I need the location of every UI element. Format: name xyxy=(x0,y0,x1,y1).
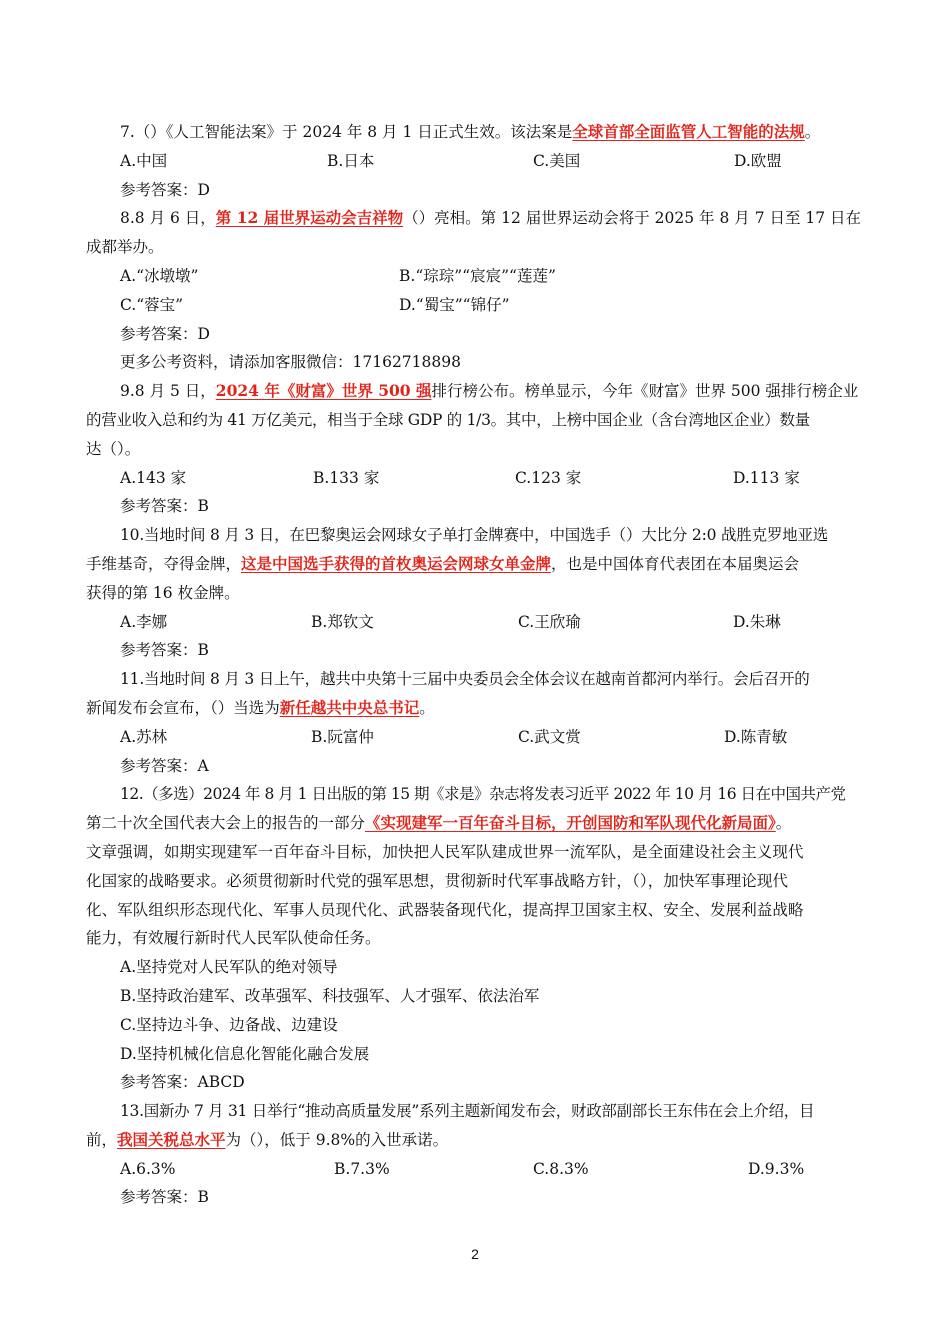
promo-line: 更多公考资料，请添加客服微信：17162718898 xyxy=(120,353,461,372)
q10-stem-text: 手维基奇，夺得金牌， xyxy=(86,554,242,573)
q11-stem: 11.当地时间 8 月 3 日上午，越共中央第十三届中央委员会全体会议在越南首都河内举行。会后召开的 xyxy=(120,670,810,689)
q10-option-b: B.郑钦文 xyxy=(311,612,374,631)
q8-options-row1 xyxy=(86,262,866,291)
q11-answer: 参考答案：A xyxy=(120,756,209,775)
q11-option-d: D.陈青敏 xyxy=(724,727,788,746)
q7-option-b: B.日本 xyxy=(327,151,375,170)
q12-stem-line6: 能力，有效履行新时代人民军队使命任务。 xyxy=(86,929,381,948)
q12-stem-line5: 化、军队组织形态现代化、军事人员现代化、武器装备现代化，提高捍卫国家主权、安全、发展利益战略 xyxy=(86,900,804,919)
q8-stem xyxy=(86,204,866,233)
q8-options-row2 xyxy=(86,291,866,320)
q9-stem-text: 9.8 月 5 日， xyxy=(120,382,216,401)
q10-highlight: 这是中国选手获得的首枚奥运会网球女单金牌 xyxy=(241,553,552,573)
q9-stem-end: 达（）。 xyxy=(86,439,141,458)
q12-option-c: C.坚持边斗争、边备战、边建设 xyxy=(120,1015,338,1034)
q7-option-d: D.欧盟 xyxy=(734,151,782,170)
q8-option-a: A.“冰墩墩” xyxy=(120,266,199,285)
q11-stem-end: 。 xyxy=(419,698,435,717)
q10-option-d: D.朱琳 xyxy=(733,612,781,631)
q7-option-a: A.中国 xyxy=(120,151,168,170)
q9-option-a: A.143 家 xyxy=(120,468,187,487)
q12-option-d: D.坚持机械化信息化智能化融合发展 xyxy=(120,1044,370,1063)
q9-option-c: C.123 家 xyxy=(515,468,582,487)
q10-stem-cont xyxy=(86,550,866,579)
q11-stem-text: 新闻发布会宣布，（）当选为 xyxy=(86,698,280,717)
q8-option-b: B.“琮琮”“宸宸”“莲莲” xyxy=(399,266,556,285)
q10-option-a: A.李娜 xyxy=(120,612,168,631)
q8-stem-rest: （）亮相。第 12 届世界运动会将于 2025 年 8 月 7 日至 17 日在 xyxy=(403,209,862,228)
q11-option-a: A.苏林 xyxy=(120,727,168,746)
q13-option-b: B.7.3% xyxy=(334,1159,390,1178)
q12-stem: 12.（多选）2024 年 8 月 1 日出版的第 15 期《求是》杂志将发表习近平 2022 年 10 月 16 日在中国共产党 xyxy=(120,785,846,804)
q8-answer: 参考答案：D xyxy=(120,324,210,343)
q12-highlight: 《实现建军一百年奋斗目标，开创国防和军队现代化新局面》 xyxy=(365,813,776,833)
q8-option-c: C.“蓉宝” xyxy=(120,295,184,314)
q13-stem-text: 前， xyxy=(86,1130,118,1149)
q9-option-d: D.113 家 xyxy=(733,468,800,487)
q13-options xyxy=(86,1155,866,1184)
q7-option-c: C.美国 xyxy=(533,151,581,170)
q8-stem-cont: 成都举办。 xyxy=(86,238,164,257)
q13-option-c: C.8.3% xyxy=(533,1159,589,1178)
q12-stem-cont xyxy=(86,809,866,838)
q10-option-c: C.王欣瑜 xyxy=(518,612,581,631)
q7-stem-end: 。 xyxy=(804,123,821,141)
q12-stem-line4: 化国家的战略要求。必须贯彻新时代党的强军思想，贯彻新时代军事战略方针，（），加快军事理论现代 xyxy=(86,871,789,890)
q10-stem-rest: ，也是中国体育代表团在本届奥运会 xyxy=(551,554,800,573)
q8-highlight: 第 12 届世界运动会吉祥物 xyxy=(215,208,404,228)
q10-options xyxy=(86,608,866,637)
q9-stem-rest: 排行榜公布。榜单显示，今年《财富》世界 500 强排行榜企业 xyxy=(431,382,859,401)
q13-answer: 参考答案：B xyxy=(120,1188,209,1207)
q11-option-b: B.阮富仲 xyxy=(311,727,374,746)
q7-options xyxy=(86,147,866,176)
q9-stem xyxy=(86,377,866,406)
q7-stem-text: 7.（）《人工智能法案》于 2024 年 8 月 1 日正式生效。该法案是 xyxy=(120,123,573,141)
q11-stem-cont xyxy=(86,694,866,723)
q13-option-d: D.9.3% xyxy=(748,1159,805,1178)
q9-option-b: B.133 家 xyxy=(313,468,380,487)
page-number: 2 xyxy=(471,1246,479,1262)
q7-answer: 参考答案：D xyxy=(120,180,210,199)
q10-stem: 10.当地时间 8 月 3 日，在巴黎奥运会网球女子单打金牌赛中，中国选手（）大比分 2:0 战胜克罗地亚选 xyxy=(120,526,829,545)
q8-option-d: D.“蜀宝”“锦仔” xyxy=(399,295,510,314)
document-body xyxy=(86,118,866,1212)
q13-option-a: A.6.3% xyxy=(120,1159,176,1178)
q13-stem-end: 为（），低于 9.8%的入世承诺。 xyxy=(225,1130,449,1149)
q12-option-b: B.坚持政治建军、改革强军、科技强军、人才强军、依法治军 xyxy=(120,986,540,1005)
q9-stem-cont: 的营业收入总和约为 41 万亿美元，相当于全球 GDP 的 1/3。其中，上榜中国企业（含台湾地区企业）数量 xyxy=(86,410,810,429)
q11-options xyxy=(86,723,866,752)
q12-stem-end: 。 xyxy=(775,814,792,833)
q11-option-c: C.武文赏 xyxy=(518,727,581,746)
q10-answer: 参考答案：B xyxy=(120,641,209,660)
q13-stem: 13.国新办 7 月 31 日举行“推动高质量发展”系列主题新闻发布会，财政部副部长王东伟在会上介绍，目 xyxy=(120,1102,815,1121)
q13-highlight: 我国关税总水平 xyxy=(117,1129,226,1149)
q12-answer: 参考答案：ABCD xyxy=(120,1073,245,1092)
q11-highlight: 新任越共中央总书记 xyxy=(279,697,420,717)
q13-stem-cont xyxy=(86,1126,866,1155)
q12-stem-text: 第二十次全国代表大会上的报告的一部分 xyxy=(86,814,366,833)
q12-option-a: A.坚持党对人民军队的绝对领导 xyxy=(120,958,338,977)
q7-stem xyxy=(86,118,866,147)
q9-options xyxy=(86,464,866,493)
q8-stem-text: 8.8 月 6 日， xyxy=(120,209,216,228)
q7-highlight: 全球首部全面监管人工智能的法规 xyxy=(572,122,805,141)
q9-highlight: 2024 年《财富》世界 500 强 xyxy=(215,381,432,401)
q10-stem-end: 获得的第 16 枚金牌。 xyxy=(86,583,240,602)
q12-stem-line3: 文章强调，如期实现建军一百年奋斗目标，加快把人民军队建成世界一流军队，是全面建设社会主义现代 xyxy=(86,842,804,861)
q9-answer: 参考答案：B xyxy=(120,497,209,516)
